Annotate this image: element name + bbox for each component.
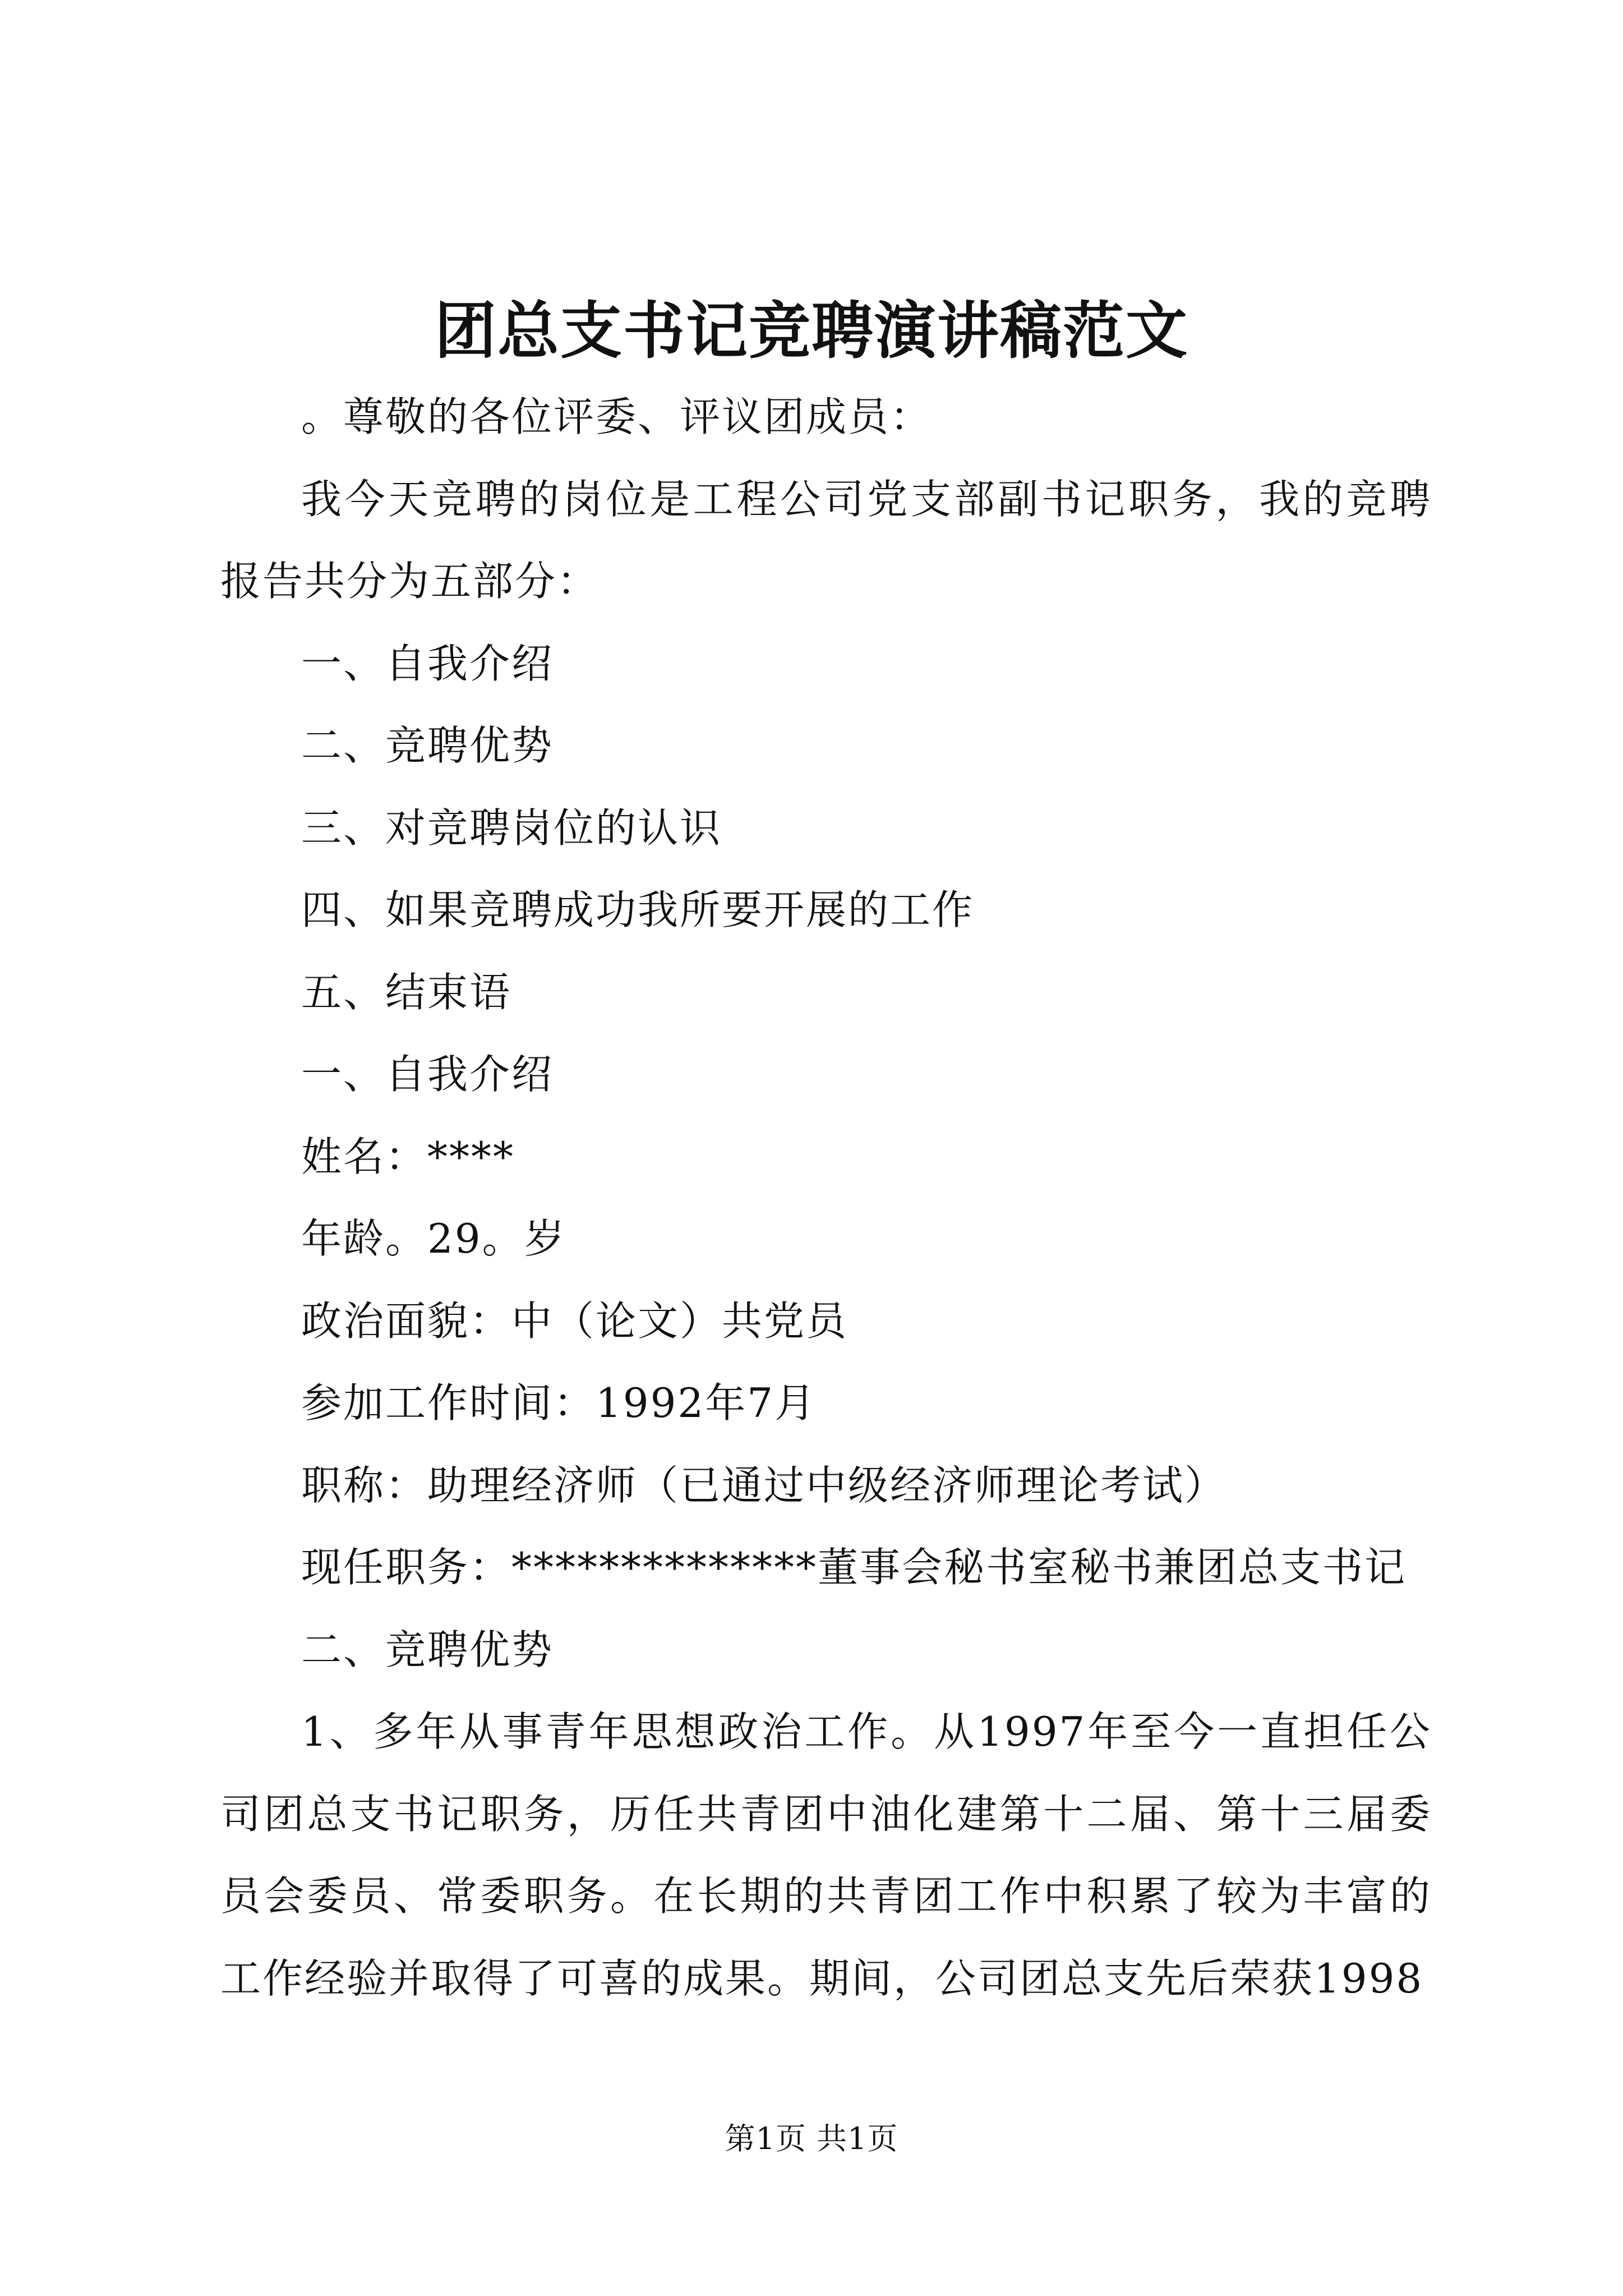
section-heading-self-intro: 一、自我介绍 [301,1051,554,1098]
outline-item-2: 二、竞聘优势 [301,722,554,769]
paragraph-salutation: 。尊敬的各位评委、评议团成员： [301,393,933,440]
outline-item-4: 四、如果竞聘成功我所要开展的工作 [301,886,975,933]
field-professional-title: 职称：助理经济师（已通过中级经济师理论考试） [301,1461,1227,1509]
field-name: 姓名：**** [301,1133,515,1180]
field-work-start-date: 参加工作时间：1992年7月 [301,1379,817,1427]
field-age: 年龄。29。岁 [301,1215,566,1262]
paragraph-intro: 我今天竞聘的岗位是工程公司党支部副书记职务，我的竞聘报告共分为五部分： [220,475,1432,605]
field-current-position: 现任职务：**************董事会秘书室秘书兼团总支书记 [301,1544,1407,1591]
field-political-status: 政治面貌：中（论文）共党员 [301,1297,849,1345]
outline-item-1: 一、自我介绍 [301,639,554,687]
document-body [220,376,1432,2019]
document-title: 团总支书记竞聘演讲稿范文 [435,295,1188,367]
paragraph-advantage-1: 1、多年从事青年思想政治工作。从1997年至今一直担任公司团总支书记职务，历任共青团中油化建第十二届、第十三届委员会委员、常委职务。在长期的共青团工作中积累了较为丰富的工作经验并取得了可喜的成果。期间，公司团总支先后荣获1998 [220,1708,1432,2002]
outline-item-5: 五、结束语 [301,968,512,1016]
section-heading-advantages: 二、竞聘优势 [301,1626,554,1673]
outline-item-3: 三、对竞聘岗位的认识 [301,804,722,852]
page-footer: 第1页 共1页 [725,2121,898,2156]
